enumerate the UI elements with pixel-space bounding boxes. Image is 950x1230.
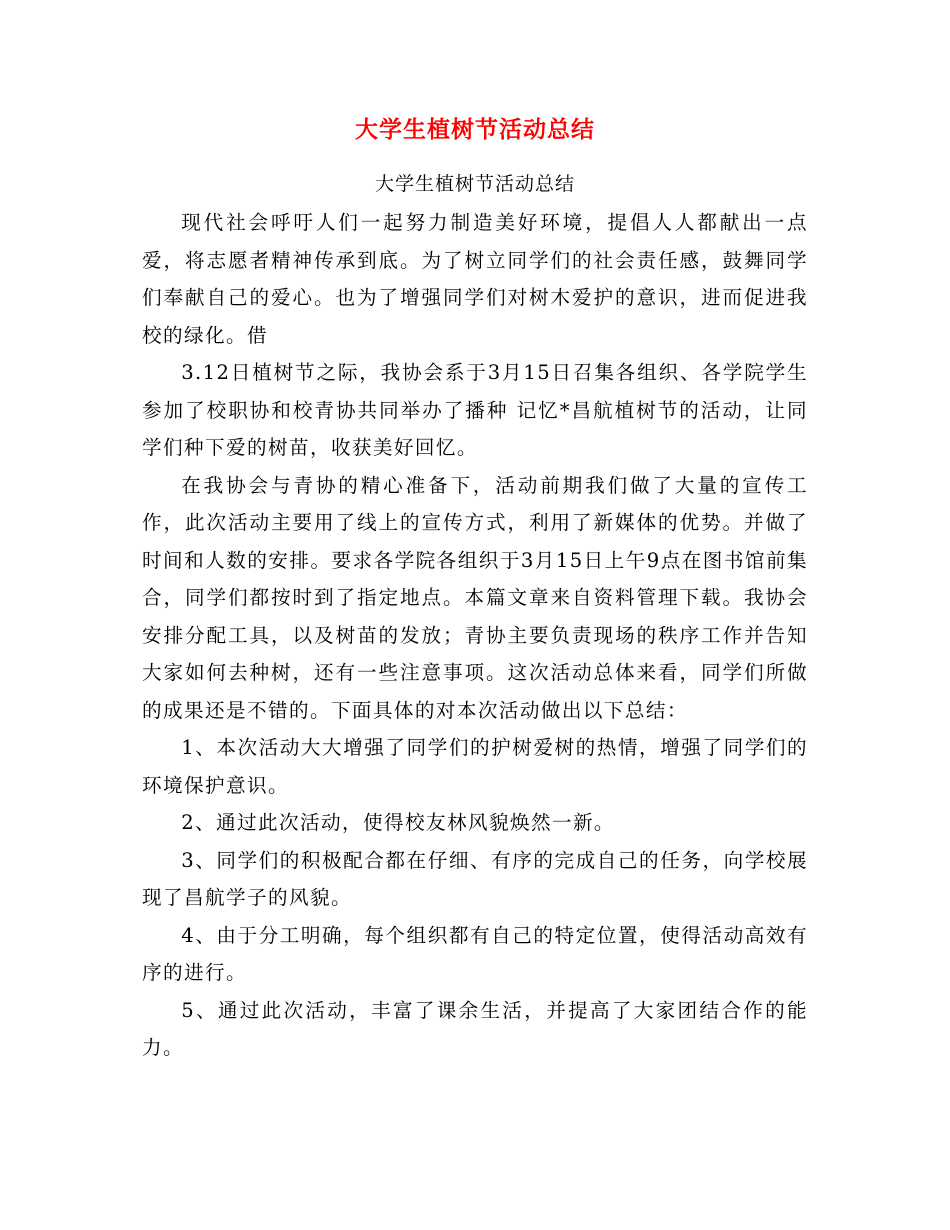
- document-title: 大学生植树节活动总结: [355, 116, 595, 143]
- summary-item-2: 2、通过此次活动，使得校友林风貌焕然一新。: [181, 811, 615, 834]
- paragraph-preparation: 在我协会与青协的精心准备下，活动前期我们做了大量的宣传工作，此次活动主要用了线上的宣传方式，利用了新媒体的优势。并做了时间和人数的安排。要求各学院各组织于3月15日上午9点在图书馆前集合，同学们都按时到了指定地点。本篇文章来自资料管理下载。我协会安排分配工具，以及树苗的发放；青协主要负责现场的秩序工作并告知大家如何去种树，还有一些注意事项。这次活动总体来看，同学们所做的成果还是不错的。下面具体的对本次活动做出以下总结：: [142, 473, 808, 722]
- summary-item-4: 4、由于分工明确，每个组织都有自己的特定位置，使得活动高效有序的进行。: [142, 923, 808, 984]
- summary-item-5: 5、通过此次活动，丰富了课余生活，并提高了大家团结合作的能力。: [142, 998, 808, 1059]
- paragraph-intro: 现代社会呼吁人们一起努力制造美好环境，提倡人人都献出一点爱，将志愿者精神传承到底。为了树立同学们的社会责任感，鼓舞同学们奉献自己的爱心。也为了增强同学们对树木爱护的意识，进而促进我校的绿化。借: [142, 211, 808, 347]
- summary-item-3: 3、同学们的积极配合都在仔细、有序的完成自己的任务，向学校展现了昌航学子的风貌。: [142, 848, 808, 909]
- document-body: [142, 204, 808, 1067]
- summary-item-1: 1、本次活动大大增强了同学们的护树爱树的热情，增强了同学们的环境保护意识。: [142, 736, 808, 797]
- document-subtitle: 大学生植树节活动总结: [374, 173, 575, 195]
- paragraph-event: 3.12日植树节之际，我协会系于3月15日召集各组织、各学院学生参加了校职协和校青协共同举办了播种 记忆*昌航植树节的活动，让同学们种下爱的树苗，收获美好回忆。: [142, 361, 808, 459]
